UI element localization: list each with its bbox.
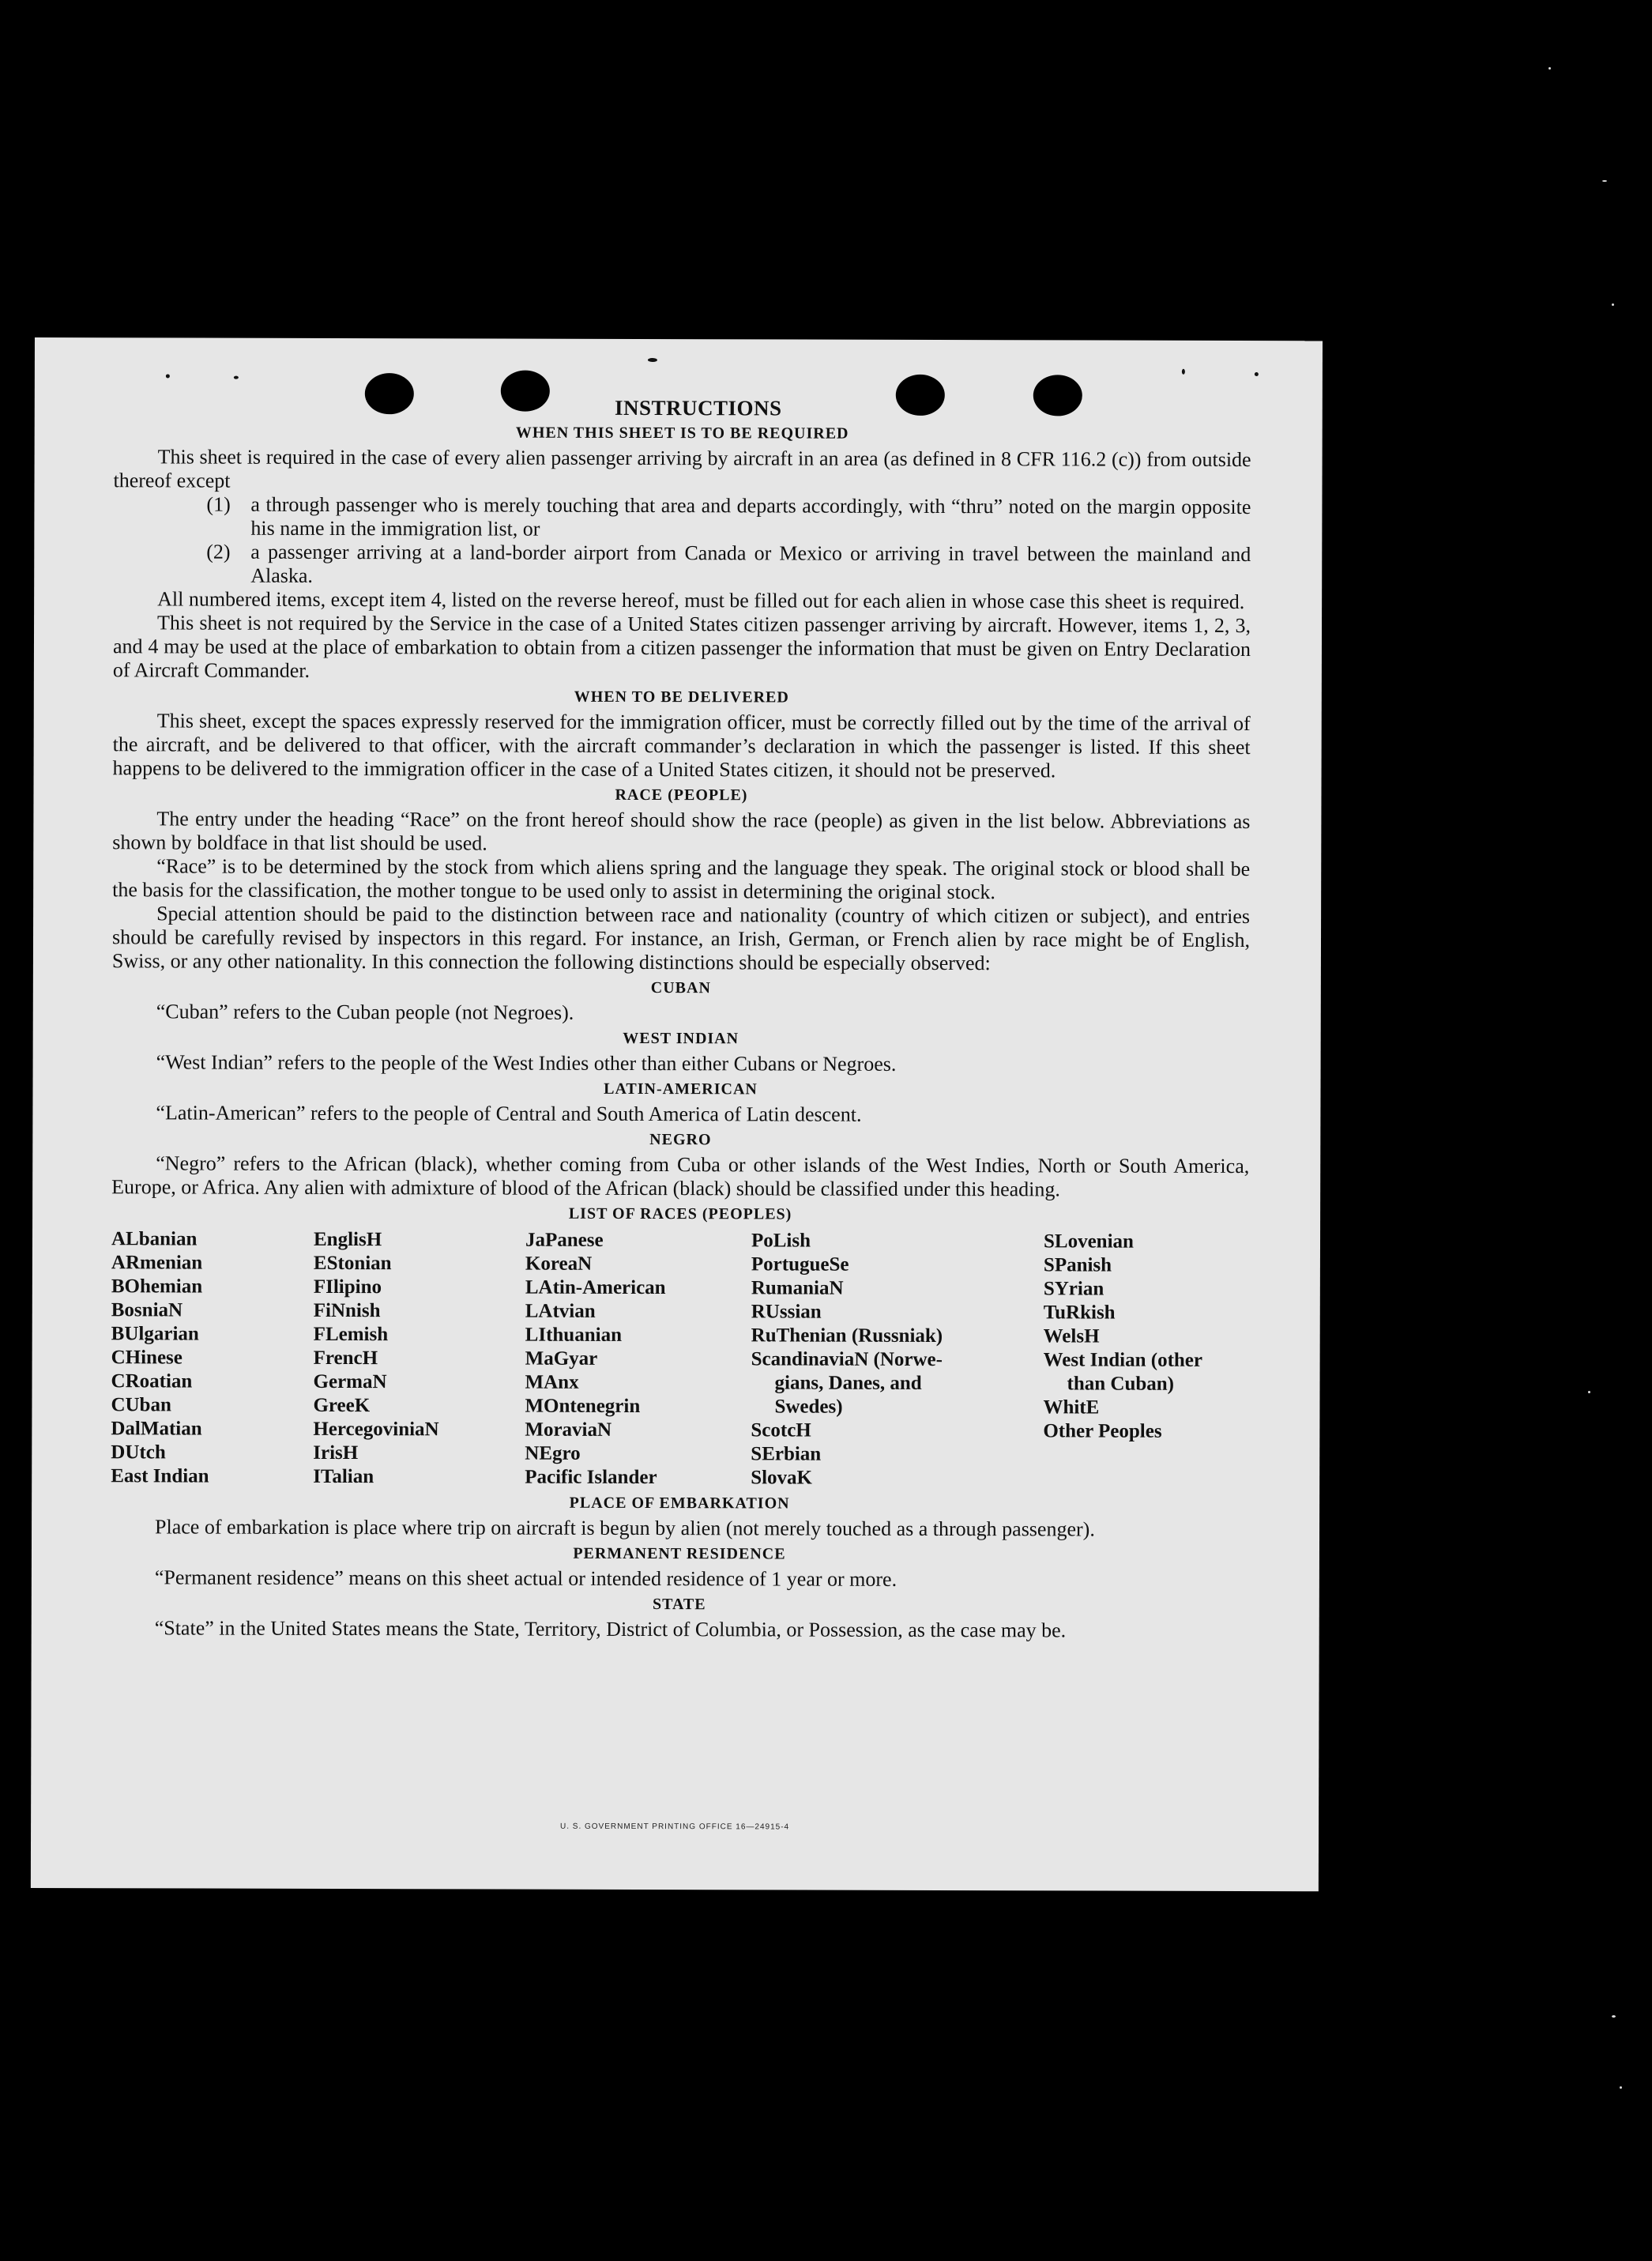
race-entry: ITalian	[313, 1465, 374, 1488]
race-entry: FLemish	[313, 1323, 389, 1346]
race-entry: FIlipino	[313, 1276, 382, 1298]
section-heading-embarkation: PLACE OF EMBARKATION	[569, 1494, 790, 1513]
scan-speck	[1620, 2086, 1622, 2089]
race-para-1: The entry under the heading “Race” on the front hereof should show the race (people) as given in the list below. Abbreviations as shown by boldface in that list should be used.	[112, 807, 1251, 855]
race-entry: BosniaN	[111, 1299, 183, 1321]
section-heading-negro: NEGRO	[649, 1131, 712, 1149]
race-entry: WhitE	[1043, 1396, 1100, 1419]
item-number: (1)	[206, 492, 231, 516]
race-entry: DUtch	[111, 1441, 166, 1464]
race-entry: RuThenian (Russniak)	[751, 1325, 943, 1347]
race-entry: MoraviaN	[525, 1419, 612, 1441]
race-entry: Other Peoples	[1043, 1420, 1162, 1442]
race-entry: GreeK	[313, 1394, 371, 1417]
race-entry: LAtvian	[525, 1300, 596, 1322]
race-para-2: “Race” is to be determined by the stock from which aliens spring and the language they speak. The original stock or blood shall be the basis for the classification, the mother tongue to be used only to assist in determining the original stock.	[112, 854, 1251, 904]
required-para-2: All numbered items, except item 4, listed on the reverse hereof, must be filled out for each alien in whose case this sheet is required.	[157, 587, 1245, 614]
negro-para: “Negro” refers to the African (black), whether coming from Cuba or other islands of the West Indies, North or South America, Europe, or Africa. Any alien with admixture of blood of the African (black) should be classified under this heading.	[111, 1151, 1250, 1201]
scan-speck	[1612, 2015, 1616, 2018]
race-entry: FiNnish	[313, 1299, 381, 1322]
race-entry: NEgro	[525, 1442, 581, 1464]
embarkation-para: Place of embarkation is place where trip on aircraft is begun by alien (not merely touched as a through passenger).	[155, 1515, 1095, 1541]
race-entry: ScotcH	[751, 1419, 811, 1441]
delivered-para: This sheet, except the spaces expressly reserved for the immigration officer, must be correctly filled out by the time of the arrival of the aircraft, and be delivered to that officer, with the aircraft commander’s declaration in which the passenger is listed. If this sheet happens to be delivered to the immigration officer in the case of a United States citizen, it should not be preserved.	[112, 709, 1251, 782]
scan-speck	[1549, 67, 1551, 70]
race-entry: West Indian (other	[1043, 1349, 1203, 1371]
race-entry: MOntenegrin	[525, 1395, 641, 1418]
section-heading-west-indian: WEST INDIAN	[623, 1029, 739, 1048]
race-entry: PortugueSe	[751, 1253, 849, 1276]
race-entry: Swedes)	[774, 1396, 843, 1418]
race-entry: SErbian	[751, 1443, 822, 1465]
exception-item-1	[113, 492, 1251, 543]
race-entry: EStonian	[313, 1252, 392, 1275]
ink-speck	[1255, 372, 1259, 376]
race-entry: TuRkish	[1043, 1302, 1116, 1324]
ink-speck	[166, 374, 170, 378]
instruction-sheet	[31, 337, 1323, 1891]
race-entry: gians, Danes, and	[774, 1372, 922, 1394]
section-heading-list-of-races: LIST OF RACES (PEOPLES)	[568, 1204, 792, 1223]
race-entry: BOhemian	[111, 1276, 203, 1298]
race-entry: WelsH	[1043, 1325, 1100, 1347]
race-entry: MaGyar	[525, 1347, 598, 1370]
race-column-3	[525, 1229, 751, 1490]
race-entry: ARmenian	[111, 1252, 203, 1274]
section-heading-cuban: CUBAN	[650, 979, 711, 997]
race-entry: HercegoviniaN	[313, 1418, 439, 1441]
page-title: INSTRUCTIONS	[614, 395, 782, 420]
item-text: a passenger arriving at a land-border airport from Canada or Mexico or arriving in travel between the mainland and Alaska.	[250, 540, 1251, 587]
race-entry: CRoatian	[111, 1370, 193, 1392]
race-entry: JaPanese	[525, 1229, 604, 1251]
race-entry: RUssian	[751, 1301, 822, 1323]
race-entry: ALbanian	[111, 1228, 198, 1250]
race-entry: than Cuban)	[1067, 1373, 1175, 1395]
section-heading-delivered: WHEN TO BE DELIVERED	[574, 688, 789, 707]
race-entry: SPanish	[1043, 1254, 1112, 1276]
race-entry: ScandinaviaN (Norwe-	[751, 1348, 943, 1371]
race-entry: BUlgarian	[111, 1323, 199, 1345]
ink-speck	[648, 358, 657, 362]
residence-para: “Permanent residence” means on this sheet actual or intended residence of 1 year or more.	[154, 1566, 897, 1591]
sheet-content	[111, 394, 1251, 1643]
race-entry: IrisH	[313, 1441, 359, 1464]
west-indian-para: “West Indian” refers to the people of the West Indies other than either Cubans or Negroes.	[156, 1050, 897, 1076]
state-para: “State” in the United States means the State, Territory, District of Columbia, or Possession, as the case may be.	[154, 1616, 1067, 1642]
race-entry: SYrian	[1043, 1278, 1104, 1300]
race-column-1	[111, 1227, 314, 1489]
section-heading-latin-american: LATIN-AMERICAN	[604, 1080, 758, 1098]
race-column-2	[313, 1228, 525, 1490]
race-para-3: Special attention should be paid to the distinction between race and nationality (country of which citizen or subject), and entries should be carefully revised by inspectors in this regard. For instance, an Irish, German, or French alien by race might be of English, Swiss, or any other nationality. In this connection the following distinctions should be especially observed:	[111, 902, 1251, 975]
section-heading-state: STATE	[652, 1596, 706, 1614]
required-para-3: This sheet is not required by the Service in the case of a United States citizen passenger arriving by aircraft. However, items 1, 2, 3, and 4 may be used at the place of embarkation to obtain from a citizen passenger the information that must be given on Entry Declaration of Aircraft Commander.	[112, 611, 1251, 682]
race-entry: SLovenian	[1043, 1230, 1134, 1253]
scan-speck	[1588, 1391, 1590, 1393]
race-column-4	[751, 1229, 1044, 1490]
race-entry: SlovaK	[751, 1467, 813, 1489]
ink-speck	[234, 376, 239, 379]
race-entry: LAtin-American	[525, 1276, 666, 1299]
item-number: (2)	[206, 540, 231, 563]
item-text: a through passenger who is merely touching that area and departs accordingly, with “thru” noted on the margin opposite his name in the immigration list, or	[250, 492, 1251, 541]
exception-item-2	[113, 540, 1251, 590]
printer-imprint: U. S. GOVERNMENT PRINTING OFFICE 16—24915-4	[559, 1822, 790, 1832]
race-entry: CUban	[111, 1394, 171, 1416]
section-heading-required: WHEN THIS SHEET IS TO BE REQUIRED	[515, 424, 849, 443]
race-list	[111, 1227, 1249, 1491]
race-entry: PoLish	[751, 1230, 811, 1252]
section-heading-race: RACE (PEOPLE)	[615, 786, 748, 805]
race-entry: MAnx	[525, 1371, 579, 1393]
race-entry: LIthuanian	[525, 1324, 623, 1346]
race-entry: FrencH	[313, 1347, 378, 1370]
required-intro: This sheet is required in the case of every alien passenger arriving by aircraft in an area (as defined in 8 CFR 116.2 (c)) from outside thereof except	[113, 445, 1251, 492]
section-heading-residence: PERMANENT RESIDENCE	[573, 1544, 786, 1563]
scan-speck	[1602, 180, 1607, 182]
race-entry: GermaN	[313, 1370, 387, 1393]
race-entry: Pacific Islander	[525, 1466, 657, 1489]
latin-american-para: “Latin-American” refers to the people of Central and South America of Latin descent.	[156, 1101, 862, 1126]
race-entry: DalMatian	[111, 1418, 202, 1440]
race-entry: EnglisH	[313, 1228, 382, 1251]
race-entry: East Indian	[111, 1465, 209, 1487]
ink-speck	[1182, 369, 1185, 375]
race-column-5	[1043, 1230, 1249, 1491]
race-entry: RumaniaN	[751, 1277, 844, 1299]
cuban-para: “Cuban” refers to the Cuban people (not Negroes).	[156, 1000, 574, 1024]
race-entry: KoreaN	[525, 1253, 593, 1275]
race-entry: CHinese	[111, 1347, 183, 1369]
scan-speck	[1612, 303, 1614, 306]
